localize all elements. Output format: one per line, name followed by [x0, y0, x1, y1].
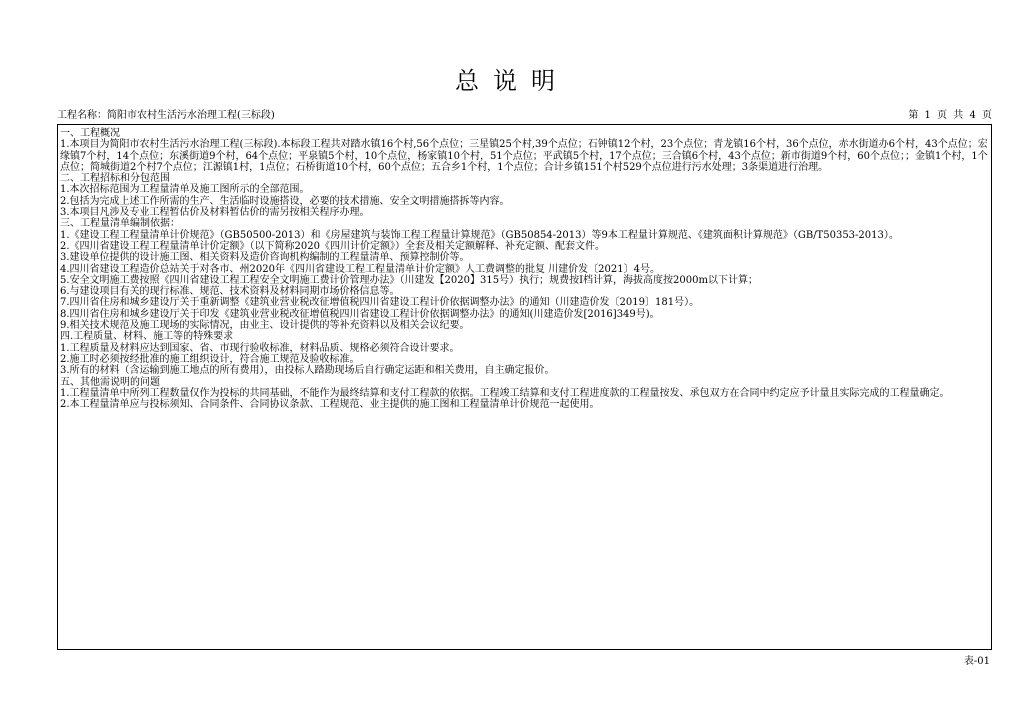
description-line: 3.本项目凡涉及专业工程暂估价及材料暂估价的需另按相关程序办理。: [60, 207, 370, 219]
description-line: 2.包括为完成上述工作所需的生产、生活临时设施搭设，必要的技术措施、安全文明措施搭拆等内容。: [60, 195, 510, 207]
project-name: 工程名称：简阳市农村生活污水治理工程(三标段): [57, 110, 275, 121]
description-line: 7.四川省住房和城乡建设厅关于重新调整《建筑业营业税改征增值税四川省建设工程计价依据调整办法》的通知（川建造价发〔2019〕181号）。: [60, 297, 700, 309]
description-line: 五、其他需说明的问题: [60, 376, 160, 388]
description-line: 1.《建设工程工程量清单计价规范》（GB50500-2013）和《房屋建筑与装饰工程工程量计算规范》（GB50854-2013）等9本工程量计算规范、《建筑面积计算规范》（GB/T50353-2013）。: [60, 229, 899, 241]
description-line: 二、工程招标和分包范围: [60, 173, 170, 185]
description-line: 1.本次招标范围为工程量清单及施工图所示的全部范围。: [60, 184, 310, 196]
description-line: 5.安全文明施工费按照《四川省建设工程工程安全文明施工费计价管理办法》（川建发【2020】315号）执行；规费按Ⅰ档计算，海拔高度按2000m以下计算；: [60, 274, 758, 286]
description-line: 4.四川省建设工程造价总站关于对各市、州2020年《四川省建设工程工程量清单计价定额》人工费调整的批复 川建价发〔2021〕4号。: [60, 263, 660, 275]
description-line: 2.施工时必须按经批准的施工组织设计，符合施工规范及验收标准。: [60, 353, 360, 365]
description-box: [57, 124, 992, 650]
description-line: 8.四川省住房和城乡建设厅关于印发《建筑业营业税改征增值税四川省建设工程计价依据调整办法》的通知(川建造价发[2016]349号)。: [60, 308, 660, 320]
description-line: 1.本项目为简阳市农村生活污水治理工程(三标段).本标段工程共对踏水镇16个村,56个点位；三星镇25个村,39个点位；石钟镇12个村，23个点位；青龙镇16个村，36个点位，赤水街道办6个村，43个点位；宏缘镇7个村，14个点位；东溪街道9个村，64个点位；平泉镇5个村，10个点位，杨家镇10个村，51个点位；平武镇5个村，17个点位；三合镇6个村，43个点位；新市街道9个村，60个点位；；金镇1个村，1个点位；简城街道2个村7个点位；江源镇1村，1点位；石桥街道10个村，60个点位；五合乡1个村，1个点位；合计乡镇151个村529个点位进行污水处理；3条渠道进行治理。: [60, 139, 988, 173]
description-line: 四.工程质量、材料、施工等的特殊要求: [60, 331, 234, 343]
description-line: 3.建设单位提供的设计施工图、相关资料及造价咨询机构编制的工程量清单、预算控制价等。: [60, 252, 470, 264]
page-title: 总说明: [455, 67, 569, 95]
description-line: 三、工程量清单编制依据：: [60, 218, 180, 230]
description-line: 9.相关技术规范及施工现场的实际情况，由业主、设计提供的等补充资料以及相关会议纪要。: [60, 320, 470, 332]
description-line: 一、工程概况: [60, 128, 120, 139]
description-line: 1.工程量清单中所列工程数量仅作为投标的共同基础，不能作为最终结算和支付工程款的依据。工程竣工结算和支付工程进度款的工程量按发、承包双方在合同中约定应予计量且实际完成的工程量确定。: [60, 387, 950, 399]
description-line: 3.所有的材料（含运输到施工地点的所有费用），由投标人踏勘现场后自行确定运距和相关费用，自主确定报价。: [60, 365, 555, 377]
page-number: 第 1 页 共 4 页: [908, 110, 992, 121]
description-line: 2.《四川省建设工程工程量清单计价定额》（以下简称2020《四川计价定额》）全套及相关定额解释、补充定额、配套文件。: [60, 240, 605, 252]
description-content: [60, 128, 988, 410]
description-line: 2.本工程量清单应与投标须知、合同条件、合同协议条款、工程规范、业主提供的施工图和工程量清单计价规范一起使用。: [60, 399, 600, 411]
description-line: 1.工程质量及材料应达到国家、省、市现行验收标准，材料品质、规格必须符合设计要求。: [60, 342, 460, 354]
description-line: 6.与建设项目有关的现行标准、规范、技术资料及材料同期市场价格信息等。: [60, 286, 400, 298]
form-number: 表-01: [963, 656, 990, 667]
